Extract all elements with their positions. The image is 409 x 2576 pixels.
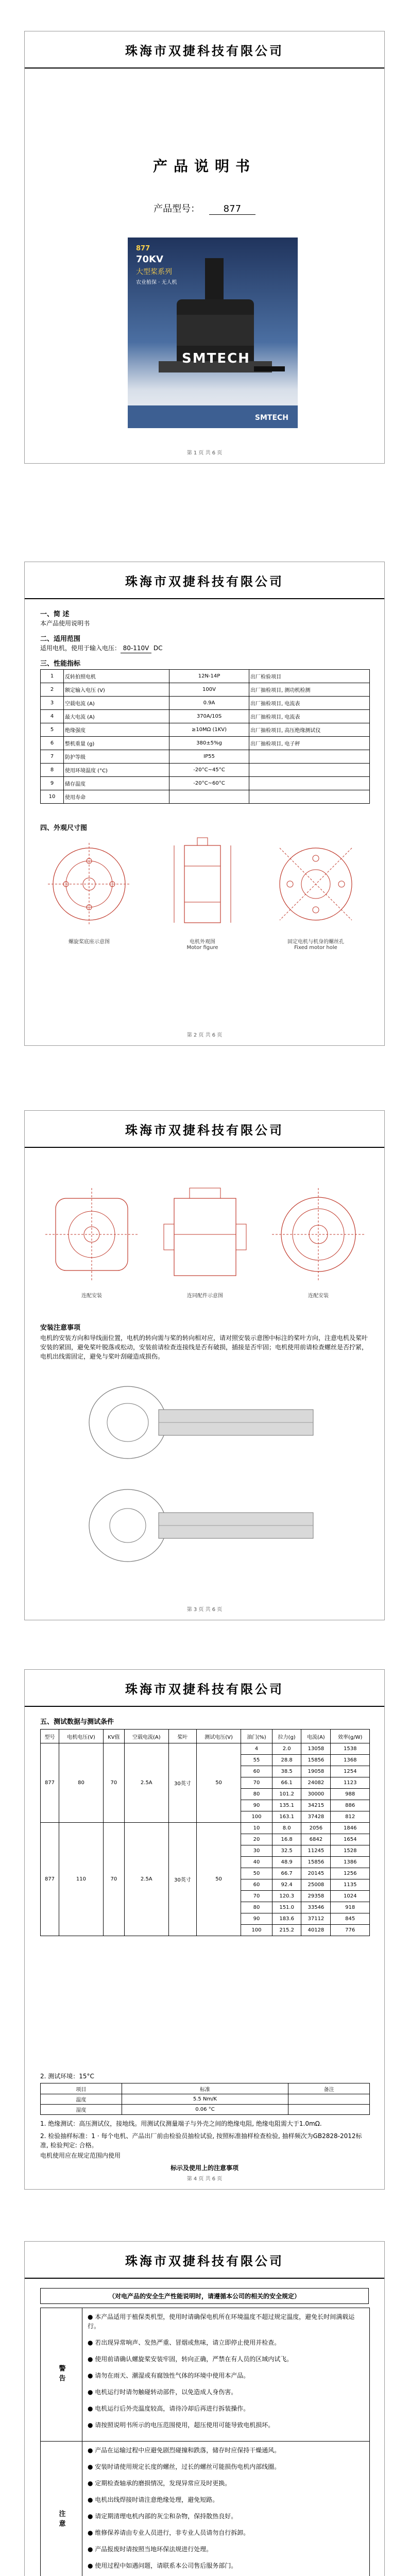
table-row: [41, 737, 370, 750]
spec-value: IP55: [169, 750, 249, 764]
test-current: 16.8: [272, 1834, 301, 1845]
test-efficiency: 1846: [331, 1823, 370, 1834]
spec-item: 空载电流 (A): [64, 697, 169, 710]
product-photo: [128, 238, 298, 428]
safety-title: 警告: [41, 2308, 82, 2442]
figure-caption: 连配安装: [81, 1293, 102, 1299]
test-throttle: 60: [241, 1766, 272, 1777]
test-efficiency: 1024: [331, 1891, 370, 1902]
page-footer: 第 4 页 共 6 页: [186, 2176, 223, 2182]
test-thrust: 30000: [301, 1789, 331, 1800]
safety-line: ● 安装时请使用规定长度的螺丝，过长的螺丝可能损伤电机内部线圈。: [88, 2463, 281, 2470]
test-noload: 2.5A: [124, 1743, 168, 1823]
env-cell: 0.06 °C: [122, 2105, 288, 2115]
test-throttle: 70: [241, 1777, 272, 1789]
spec-no: 3: [41, 697, 64, 710]
spec-item: 防护等级: [64, 750, 169, 764]
safety-line: ● 本产品适用于植保类机型，使用时请确保电机所在环境温度不超过规定温度，避免长时间满载运行。: [88, 2313, 355, 2330]
test-model: 877: [41, 1823, 59, 1936]
test-kv: 70: [103, 1823, 124, 1936]
photo-kv: 70KV: [136, 254, 163, 265]
env-cell: 5.5 Nm/K: [122, 2094, 288, 2105]
column-header: 电机电压(V): [59, 1730, 104, 1743]
page-footer: 第 2 页 共 6 页: [186, 1032, 223, 1038]
column-header: KV值: [103, 1730, 124, 1743]
spec-value: ≥10MΩ (1KV): [169, 723, 249, 737]
page-1: [24, 31, 385, 464]
page-footer: 第 1 页 共 6 页: [186, 450, 223, 456]
test-current: 66.7: [272, 1868, 301, 1879]
test-current: 215.2: [272, 1925, 301, 1936]
test-thrust: 19058: [301, 1766, 331, 1777]
note-tail: 电机使用应在规定范围内使用: [40, 2152, 121, 2159]
spec-table: [40, 669, 370, 804]
test-efficiency: 1538: [331, 1743, 370, 1755]
env-cell: [288, 2105, 370, 2115]
test-throttle: 30: [241, 1845, 272, 1857]
table-row: [41, 750, 370, 764]
spec-no: 8: [41, 764, 64, 777]
safety-line: ● 产品在运输过程中应避免剧烈碰撞和跌落，储存时应保持干燥通风。: [88, 2447, 281, 2454]
section-heading: 二、适用范围: [40, 635, 81, 643]
test-throttle: 60: [241, 1879, 272, 1891]
test-voltage: 110: [59, 1823, 104, 1936]
test-thrust: 6842: [301, 1834, 331, 1845]
column-header: 项目: [41, 2083, 122, 2094]
spec-remark: 出厂检验项目: [249, 670, 370, 683]
env-cell: [288, 2094, 370, 2105]
safety-line: ● 请按照说明书所示的电压范围使用，超压使用可能导致电机损坏。: [88, 2421, 275, 2429]
test-thrust: 34215: [301, 1800, 331, 1811]
spec-remark: 出厂抽检项目, 电流表: [249, 697, 370, 710]
column-header: 标准: [122, 2083, 288, 2094]
table-row: [41, 2094, 370, 2105]
table-row: [41, 670, 370, 683]
spec-no: 7: [41, 750, 64, 764]
test-efficiency: 1654: [331, 1834, 370, 1845]
test-voltage: 80: [59, 1743, 104, 1823]
company-name: 珠海市双捷科技有限公司: [125, 1123, 284, 1138]
test-throttle: 4: [241, 1743, 272, 1755]
test-thrust: 37112: [301, 1913, 331, 1925]
table-row: [41, 697, 370, 710]
test-throttle: 20: [241, 1834, 272, 1845]
test-current: 183.6: [272, 1913, 301, 1925]
safety-table: [40, 2308, 370, 2576]
test-current: 151.0: [272, 1902, 301, 1913]
safety-line: ● 使用前请确认螺旋桨安装牢固，转向正确，严禁在有人员的区域内试飞。: [88, 2355, 293, 2363]
safety-title: 注意: [41, 2442, 82, 2576]
install-text: 电机的安装方向和导线面位置，电机的转向需与桨的转向相对应，请对照安装示意图中标注的桨叶方向，注意电机及桨叶安装的紧固，避免桨叶脱落或松动，安装前请检查连接线是否有破损，插接是否牢固；电机使用前请检查螺丝是否拧紧，电机出线需固定，避免与桨叶刮碰造成损伤。: [40, 1334, 368, 1360]
square-mount-drawing: [45, 1188, 138, 1281]
figure-caption: 螺旋桨底座示意图: [69, 939, 110, 945]
spec-remark: 出厂抽检项目, 测功机检测: [249, 683, 370, 697]
spec-no: 5: [41, 723, 64, 737]
test-efficiency: 1386: [331, 1857, 370, 1868]
model-label: 产品型号：: [154, 204, 200, 214]
assembly-top-drawing: [81, 1379, 329, 1466]
spec-remark: 出厂抽检项目, 电流表: [249, 710, 370, 723]
test-thrust: 15856: [301, 1857, 331, 1868]
test-throttle: 90: [241, 1800, 272, 1811]
spec-no: 10: [41, 790, 64, 804]
spec-value: 100V: [169, 683, 249, 697]
safety-line: ● 请勿在雨天、潮湿或有腐蚀性气体的环境中使用本产品。: [88, 2372, 250, 2379]
test-current: 32.5: [272, 1845, 301, 1857]
center-line: 标示及使用上的注意事项: [170, 2164, 238, 2172]
spec-remark: [249, 777, 370, 790]
safety-section: [41, 2308, 370, 2442]
test-efficiency: 812: [331, 1811, 370, 1823]
test-efficiency: 1528: [331, 1845, 370, 1857]
model-value: 877: [209, 204, 255, 215]
safety-line: ● 定期检查轴承的磨损情况，发现异常应及时更换。: [88, 2480, 231, 2487]
test-throttle: 90: [241, 1913, 272, 1925]
column-header: 桨叶: [168, 1730, 196, 1743]
test-current: 163.1: [272, 1811, 301, 1823]
test-efficiency: 845: [331, 1913, 370, 1925]
spec-value: [169, 790, 249, 804]
test-thrust: 24082: [301, 1777, 331, 1789]
company-name: 珠海市双捷科技有限公司: [125, 43, 284, 58]
env-cell: 温度: [41, 2094, 122, 2105]
test-efficiency: 988: [331, 1789, 370, 1800]
voltage-range: [40, 643, 162, 653]
photo-logo: SMTECH: [254, 414, 288, 422]
safety-content: [82, 2442, 370, 2576]
test-thrust: 20145: [301, 1868, 331, 1879]
test-current: 28.8: [272, 1755, 301, 1766]
table-row: [41, 764, 370, 777]
spec-remark: 出厂抽检项目, 高压绝缘测试仪: [249, 723, 370, 737]
page-5: [24, 2241, 385, 2576]
column-header: 油门(%): [241, 1730, 272, 1743]
table-row: [41, 777, 370, 790]
test-efficiency: 1123: [331, 1777, 370, 1789]
test-current: 38.5: [272, 1766, 301, 1777]
motor-illustration: [128, 238, 298, 428]
test-efficiency: 1256: [331, 1868, 370, 1879]
spec-no: 9: [41, 777, 64, 790]
spec-item: 额定输入电压 (V): [64, 683, 169, 697]
spec-value: 12N-14P: [169, 670, 249, 683]
note-1: 1. 绝缘测试：高压测试仪，接地线。用测试仪测量端子与外壳之间的绝缘电阻, 绝缘电阻需大于1.0mΩ.: [40, 2120, 322, 2127]
figure-caption: 连配安装: [308, 1293, 329, 1299]
spec-item: 绝缘强度: [64, 723, 169, 737]
spec-value: -20°C~60°C: [169, 777, 249, 790]
test-efficiency: 1135: [331, 1879, 370, 1891]
test-efficiency: 886: [331, 1800, 370, 1811]
assembly-bottom-drawing: [81, 1482, 329, 1569]
table-row: [41, 683, 370, 697]
voltage-value: 80-110V: [121, 643, 151, 653]
company-name: 珠海市双捷科技有限公司: [125, 1682, 284, 1697]
safety-line: ● 若出现异常响声、发热严重、冒烟或焦味，请立即停止使用并检查。: [88, 2339, 281, 2346]
test-thrust: 13058: [301, 1743, 331, 1755]
assembly-drawing: [154, 1183, 257, 1286]
safety-line: ● 使用过程中如遇问题，请联系本公司售后服务部门。: [88, 2562, 237, 2569]
test-thrust: 29358: [301, 1891, 331, 1902]
test-current: 2.0: [272, 1743, 301, 1755]
test-model: 877: [41, 1743, 59, 1823]
column-header: 电流(A): [301, 1730, 331, 1743]
test-throttle: 70: [241, 1891, 272, 1902]
test-data-table: [40, 1729, 370, 1936]
page-header: [25, 562, 384, 599]
photo-desc: 农业植保 · 无人机: [136, 280, 177, 285]
test-current: 92.4: [272, 1879, 301, 1891]
column-header: 空载电流(A): [124, 1730, 168, 1743]
motor-side-drawing: [159, 835, 246, 933]
spec-value: -20°C~45°C: [169, 764, 249, 777]
round-mount-drawing: [272, 1188, 365, 1281]
column-header: 备注: [288, 2083, 370, 2094]
test-current: 135.1: [272, 1800, 301, 1811]
prop-mount-drawing: [45, 840, 133, 928]
section-heading: 四、外观尺寸图: [40, 824, 88, 832]
column-header: 拉力(g): [272, 1730, 301, 1743]
env-cell: 湿度: [41, 2105, 122, 2115]
test-throttle: 55: [241, 1755, 272, 1766]
photo-brand: SMTECH: [182, 351, 250, 366]
spec-remark: 出厂抽检项目, 电子秤: [249, 737, 370, 750]
test-kv: 70: [103, 1743, 124, 1823]
section-heading: 安装注意事项: [40, 1324, 81, 1332]
company-name: 珠海市双捷科技有限公司: [125, 2253, 284, 2268]
table-row: [41, 710, 370, 723]
test-throttle: 10: [241, 1823, 272, 1834]
test-efficiency: 1254: [331, 1766, 370, 1777]
page-4: [24, 1669, 385, 2190]
document-title: 产品说明书: [152, 158, 256, 175]
spec-no: 4: [41, 710, 64, 723]
figure-caption: 固定电机与机身的螺丝孔 Fixed motor hole: [287, 939, 344, 951]
test-voltage-value: 50: [197, 1743, 241, 1823]
table-row: [41, 2105, 370, 2115]
env-label: 2. 测试环境：15°C: [40, 2073, 94, 2080]
test-thrust: 37428: [301, 1811, 331, 1823]
photo-series: 大型桨系列: [136, 268, 172, 276]
test-throttle: 100: [241, 1811, 272, 1823]
spec-item: 最大电流 (A): [64, 710, 169, 723]
test-noload: 2.5A: [124, 1823, 168, 1936]
section-text: 本产品使用说明书: [40, 620, 90, 627]
test-thrust: 2056: [301, 1823, 331, 1834]
note-2: 2. 检验抽样标准：1 · 每个电机、产品出厂前由检验员抽检试验, 按照标准抽样检查检验, 抽样频次为GB2828-2012标准, 检验判定: 合格。: [40, 2132, 362, 2149]
spec-remark: [249, 790, 370, 804]
column-header: 型号: [41, 1730, 59, 1743]
voltage-suffix: DC: [153, 645, 163, 652]
safety-section: [41, 2442, 370, 2576]
spec-item: 反转拍照电机: [64, 670, 169, 683]
test-thrust: 33546: [301, 1902, 331, 1913]
table-row: [41, 723, 370, 737]
spec-no: 6: [41, 737, 64, 750]
test-prop: 30英寸: [168, 1743, 196, 1823]
test-efficiency: 1368: [331, 1755, 370, 1766]
page-header: [25, 1670, 384, 1707]
voltage-prefix: 适用电机，使用于输入电压：: [40, 645, 121, 652]
column-header: 效率(g/W): [331, 1730, 370, 1743]
test-current: 8.0: [272, 1823, 301, 1834]
safety-line: ● 请定期清理电机内部的灰尘和杂物，保持散热良好。: [88, 2513, 237, 2520]
section-heading: 五、测试数据与测试条件: [40, 1718, 114, 1726]
safety-line: ● 电机出线焊接时请注意绝缘处理，避免短路。: [88, 2496, 219, 2503]
page-footer: 第 3 页 共 6 页: [186, 1607, 223, 1613]
figure-caption: 连同配件示意图: [187, 1293, 223, 1299]
test-thrust: 11245: [301, 1845, 331, 1857]
page-2: [24, 562, 385, 1046]
section-heading: 一、简 述: [40, 611, 70, 618]
spec-value: 0.9A: [169, 697, 249, 710]
safety-line: ● 电机运行后外壳温度较高，请待冷却后再进行拆装操作。: [88, 2405, 250, 2412]
test-efficiency: 776: [331, 1925, 370, 1936]
spec-item: 整机重量 (g): [64, 737, 169, 750]
test-throttle: 80: [241, 1902, 272, 1913]
test-thrust: 15856: [301, 1755, 331, 1766]
spec-no: 1: [41, 670, 64, 683]
spec-value: 380±5%g: [169, 737, 249, 750]
test-current: 66.1: [272, 1777, 301, 1789]
company-name: 珠海市双捷科技有限公司: [125, 574, 284, 589]
test-current: 120.3: [272, 1891, 301, 1902]
table-row: [41, 1743, 370, 1755]
safety-line: ● 维修保养请由专业人员进行，非专业人员请勿自行拆卸。: [88, 2529, 250, 2536]
page-3: [24, 1110, 385, 1620]
test-throttle: 80: [241, 1789, 272, 1800]
spec-item: 使用寿命: [64, 790, 169, 804]
test-prop: 30英寸: [168, 1823, 196, 1936]
column-header: 测试电压(V): [197, 1730, 241, 1743]
test-current: 48.9: [272, 1857, 301, 1868]
test-voltage-value: 50: [197, 1823, 241, 1936]
page-header: [25, 2242, 384, 2279]
test-throttle: 50: [241, 1868, 272, 1879]
page-header: [25, 1111, 384, 1148]
safety-note-header: （对电产品的安全生产性能说明时，请遵循本公司的相关的安全规定）: [40, 2288, 369, 2304]
spec-remark: [249, 750, 370, 764]
page-header: [25, 31, 384, 69]
spec-no: 2: [41, 683, 64, 697]
spec-value: 370A/10S: [169, 710, 249, 723]
env-table: [40, 2083, 370, 2115]
safety-content: [82, 2308, 370, 2442]
test-throttle: 40: [241, 1857, 272, 1868]
photo-model: 877: [136, 245, 150, 252]
safety-line: ● 产品报废时请按照当地环保法规进行处理。: [88, 2546, 213, 2553]
model-line: [25, 201, 384, 215]
safety-line: ● 电机运行时请勿触碰转动部件，以免造成人身伤害。: [88, 2388, 237, 2396]
spec-item: 使用环境温度 (°C): [64, 764, 169, 777]
table-row: [41, 1823, 370, 1834]
test-thrust: 25008: [301, 1879, 331, 1891]
test-efficiency: 918: [331, 1902, 370, 1913]
spec-remark: [249, 764, 370, 777]
figure-caption: 电机外观图 Motor figure: [186, 939, 218, 951]
test-throttle: 100: [241, 1925, 272, 1936]
section-heading: 三、性能指标: [40, 660, 81, 668]
table-row: [41, 790, 370, 804]
test-current: 101.2: [272, 1789, 301, 1800]
base-hole-drawing: [272, 840, 360, 928]
spec-item: 储存温度: [64, 777, 169, 790]
test-thrust: 40128: [301, 1925, 331, 1936]
